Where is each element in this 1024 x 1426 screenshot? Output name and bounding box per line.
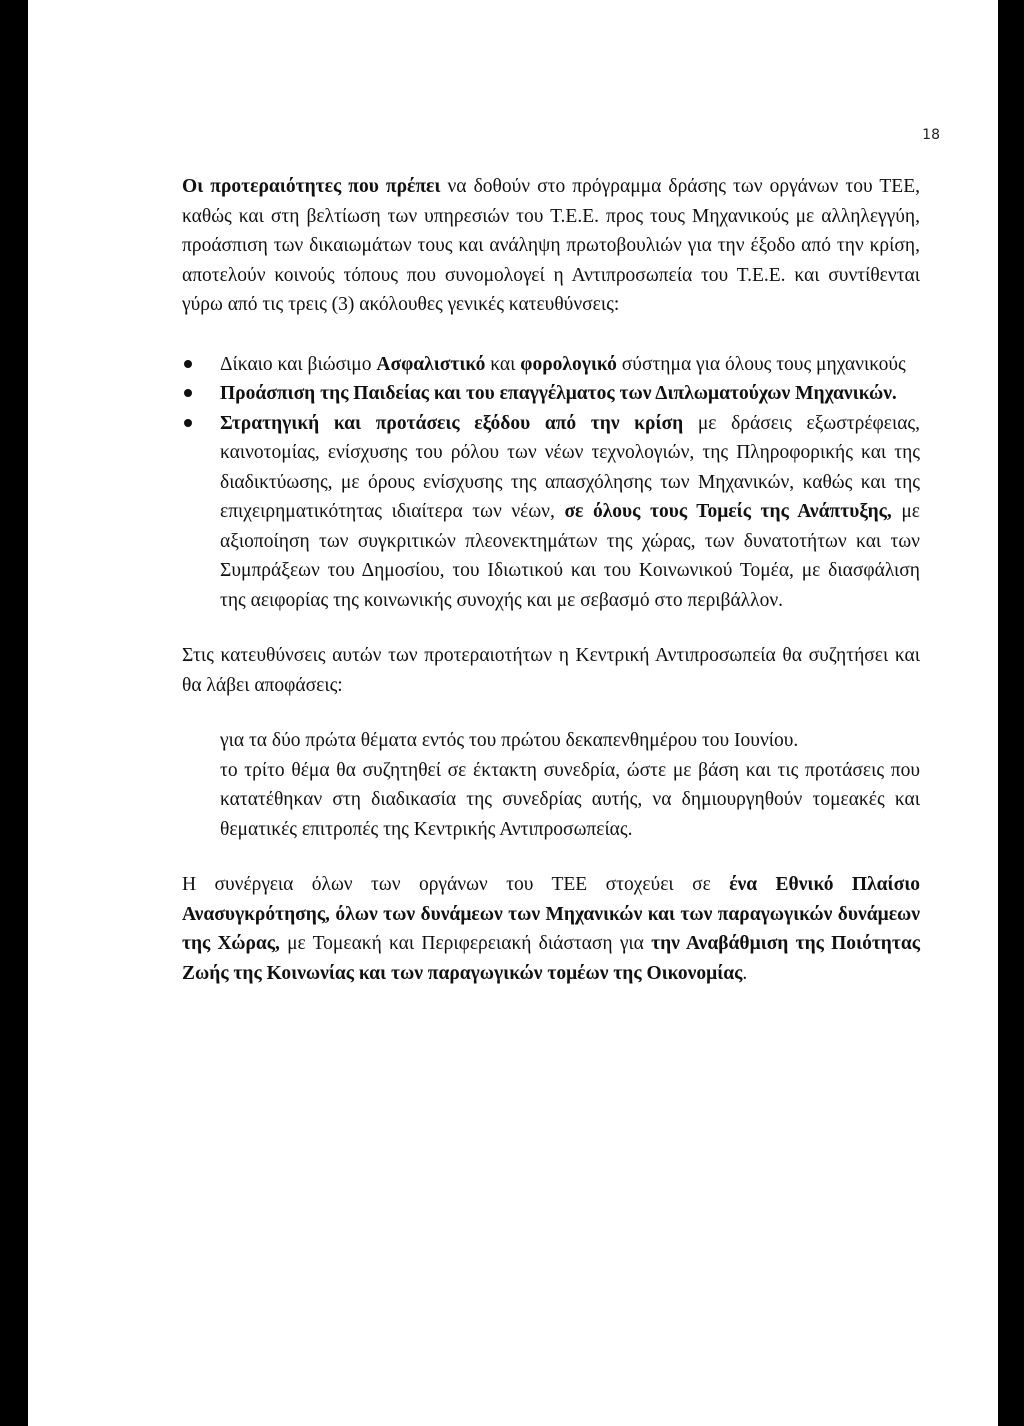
list-item xyxy=(182,409,920,616)
bullet-icon xyxy=(184,419,192,427)
bullet-icon xyxy=(184,389,192,397)
closing-text: Η συνέργεια όλων των οργάνων του ΤΕΕ στοχεύει σε xyxy=(182,874,730,895)
page-number: 18 xyxy=(922,127,940,143)
bullet-bold-text: Προάσπιση της Παιδείας και του επαγγέλματος των Διπλωματούχων Μηχανικών. xyxy=(220,383,897,404)
bullet-text: σύστημα για όλους τους μηχανικούς xyxy=(616,353,906,375)
decision-item: για τα δύο πρώτα θέματα εντός του πρώτου δεκαπενθημέρου του Ιουνίου. xyxy=(220,730,799,751)
closing-paragraph xyxy=(182,870,920,988)
spacer xyxy=(182,320,920,350)
bullet-text: Δίκαιο και βιώσιμο xyxy=(220,353,377,375)
closing-bold-text: την Αναβάθμιση της Ποιότητας Ζωής της Κοινωνίας και των παραγωγικών τομέων της Οικονομίας xyxy=(182,933,920,984)
bullet-bold-text: φορολογικό xyxy=(520,353,617,375)
bullet-bold-text: σε όλους τους Τομείς της Ανάπτυξης, xyxy=(564,501,892,522)
intro-text: να δοθούν στο πρόγραμμα δράσης των οργάνων του ΤΕΕ, καθώς και στη βελτίωση των υπηρεσιών του Τ.Ε.Ε. προς τους Μηχανικούς με αλληλεγγύη, προάσπιση των δικαιωμάτων τους και ανάληψη πρωτοβουλιών για την έξοδο από την κρίση, αποτελούν κοινούς τόπους που συνομολογεί η Αντιπροσωπεία του Τ.Ε.Ε. και συντίθενται γύρω από τις τρεις (3) ακόλουθες γενικές κατευθύνσεις: xyxy=(182,176,920,315)
closing-text: με Τομεακή και Περιφερειακή διάσταση για xyxy=(279,933,652,954)
list-item xyxy=(182,379,920,409)
list-item xyxy=(182,350,920,380)
directions-paragraph: Στις κατευθύνσεις αυτών των προτεραιοτήτων η Κεντρική Αντιπροσωπεία θα συζητήσει και θα λάβει αποφάσεις: xyxy=(182,645,920,696)
bullet-icon xyxy=(184,360,192,368)
bullet-text: και xyxy=(485,353,521,375)
decision-items xyxy=(182,726,920,844)
document-body xyxy=(182,172,920,988)
intro-bold-lead: Οι προτεραιότητες που πρέπει xyxy=(182,176,441,197)
intro-paragraph xyxy=(182,172,920,320)
bullet-text: με αξιοποίηση των συγκριτικών πλεονεκτημάτων της χώρας, των δυνατοτήτων και των Συμπράξεων του Δημοσίου, του Ιδιωτικού και του Κοινωνικού Τομέα, με διασφάλιση της αειφορίας της κοινωνικής συνοχής και με σεβασμό στο περιβάλλον. xyxy=(220,501,920,611)
bullet-bold-text: Στρατηγική και προτάσεις εξόδου από την κρίση xyxy=(220,412,684,434)
document-page xyxy=(28,0,998,1426)
spacer xyxy=(182,615,920,641)
directions-list xyxy=(182,350,920,616)
spacer xyxy=(182,844,920,870)
spacer xyxy=(182,700,920,726)
closing-text: . xyxy=(742,962,748,984)
decision-item: το τρίτο θέμα θα συζητηθεί σε έκτακτη συνεδρία, ώστε με βάση και τις προτάσεις που κατατέθηκαν στη διαδικασία της συνεδρίας αυτής, να δημιουργηθούν τομεακές και θεματικές επιτροπές της Κεντρικής Αντιπροσωπείας. xyxy=(220,759,920,840)
bullet-bold-text: Ασφαλιστικό xyxy=(376,353,486,375)
bullet-text: με δράσεις εξωστρέφειας, καινοτομίας, ενίσχυσης του ρόλου των νέων τεχνολογιών, της Πληροφορικής και της διαδικτύωσης, με όρους ενίσχυσης της απασχόλησης των Μηχανικών, καθώς και της επιχειρηματικότητας ιδιαίτερα των νέων, xyxy=(220,412,921,522)
closing-bold-text: ένα Εθνικό Πλαίσιο Ανασυγκρότησης, όλων των δυνάμεων των Μηχανικών και των παραγωγικών δυνάμεων της Χώρας, xyxy=(182,874,920,954)
